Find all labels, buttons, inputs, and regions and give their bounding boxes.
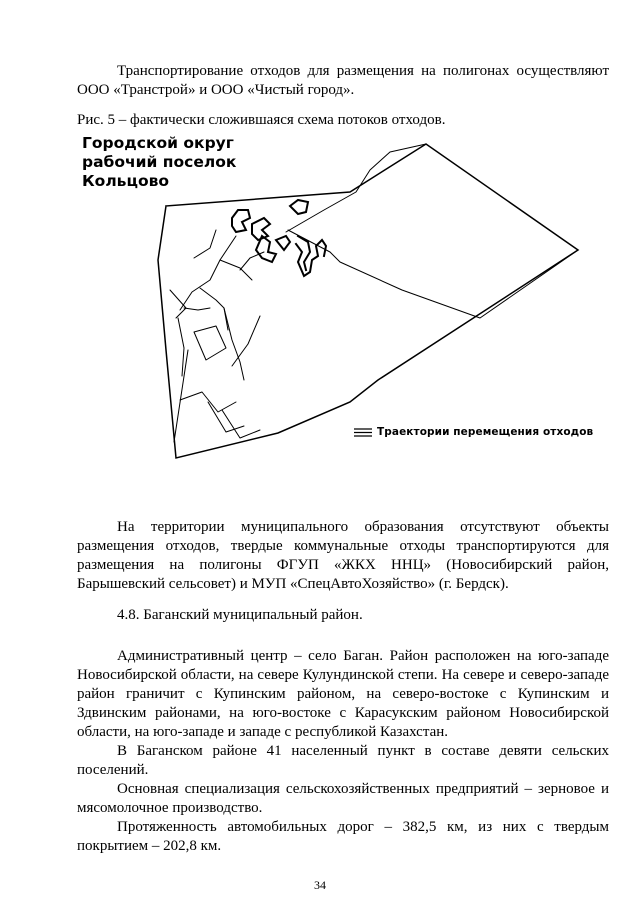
trajectory-line xyxy=(222,410,260,438)
section-heading: 4.8. Баганский муниципальный район. xyxy=(117,607,363,623)
settlement-east-outline xyxy=(296,240,326,276)
trajectory-line xyxy=(194,230,216,258)
trajectory-line xyxy=(224,308,244,380)
map-legend-label: Траектории перемещения отходов xyxy=(377,426,594,438)
trajectory-line xyxy=(180,236,236,310)
map-drawing xyxy=(140,140,620,470)
page-number: 34 xyxy=(314,878,326,892)
paragraph-territory: На территории муниципального образования отсутствуют объекты размещения отходов, твердые коммунальные отходы транспортируются для размещения на полигоны ФГУП «ЖКХ ННЦ» (Новосибирский район, Барышевский сельсовет) и МУП «СпецАвтоХозяйство» (г. Бердск). xyxy=(77,519,609,592)
paragraph-administrative: Административный центр – село Баган. Район расположен на юго-западе Новосибирской области, на севере Кулундинской степи. На севере и северо-западе район граничит с Купинским районом, на северо-востоке с Купинским и Здвинским районами, на юго-востоке с Карасукским районом Новосибирской области, на юго-западе и западе с республикой Казахстан. xyxy=(77,648,609,740)
trajectory-line xyxy=(232,316,260,366)
figure-caption: Рис. 5 – фактически сложившаяся схема потоков отходов. xyxy=(77,112,446,128)
paragraph-roads: Протяженность автомобильных дорог – 382,5 км, из них с твердым покрытием – 202,8 км. xyxy=(77,819,609,854)
trajectory-line xyxy=(178,318,184,376)
trajectory-line xyxy=(174,350,188,442)
map-title: Городской округ рабочий поселок Кольцово xyxy=(82,134,237,190)
land-parcel xyxy=(194,326,226,360)
paragraph-specialization: Основная специализация сельскохозяйственных предприятий – зерновое и мясомолочное производство. xyxy=(77,781,609,816)
paragraph-transport: Транспортирование отходов для размещения на полигонах осуществляют ООО «Транстрой» и ООО «Чистый город». xyxy=(77,63,609,98)
trajectory-line xyxy=(288,230,578,318)
trajectory-line xyxy=(220,260,252,280)
three-horizontal-lines-icon xyxy=(354,428,372,437)
paragraph-settlements: В Баганском районе 41 населенный пункт в составе девяти сельских поселений. xyxy=(77,743,609,778)
trajectory-line xyxy=(184,308,210,310)
